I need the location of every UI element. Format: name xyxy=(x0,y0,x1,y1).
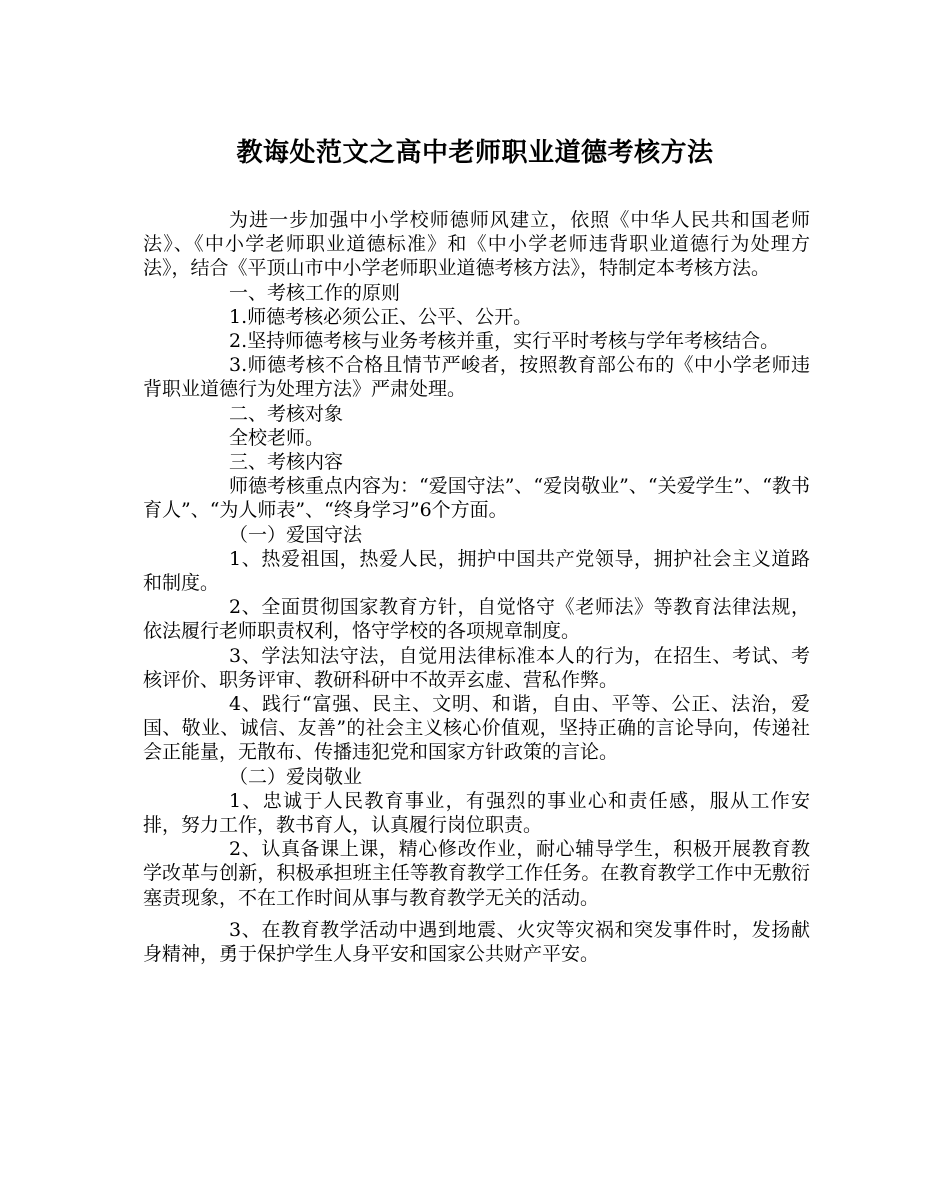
dedication-item: 2、认真备课上课，精心修改作业，耐心辅导学生，积极开展教育教学改革与创新，积极承担班主任等教育教学工作任务。在教育教学工作中无敷衍塞责现象，不在工作时间从事与教育教学无关的活动。 xyxy=(143,838,810,909)
document-title: 教诲处范文之高中老师职业道德考核方法 xyxy=(236,138,714,168)
content-summary: 师德考核重点内容为：“爱国守法”、“爱岗敬业”、“关爱学生”、“教书育人”、“为人师表”、“终身学习”6个方面。 xyxy=(143,475,810,522)
section-heading-principles: 一、考核工作的原则 xyxy=(229,281,401,304)
patriotism-item: 3、学法知法守法，自觉用法律标准本人的行为，在招生、考试、考核评价、职务评审、教研科研中不故弄玄虚、营私作弊。 xyxy=(143,644,810,691)
dedication-item: 1、忠诚于人民教育事业，有强烈的事业心和责任感，服从工作安排，努力工作，教书育人，认真履行岗位职责。 xyxy=(143,789,810,837)
section-heading-content: 三、考核内容 xyxy=(229,451,344,474)
targets-text: 全校老师。 xyxy=(229,426,325,449)
principle-item: 1.师德考核必须公正、公平、公开。 xyxy=(229,305,533,328)
patriotism-item: 2、全面贯彻国家教育方针，自觉恪守《老师法》等教育法律法规，依法履行老师职责权利，恪守学校的各项规章制度。 xyxy=(143,596,810,643)
principle-item: 2.坚持师德考核与业务考核并重，实行平时考核与学年考核结合。 xyxy=(229,330,780,353)
intro-paragraph: 为进一步加强中小学校师德师风建立，依照《中华人民共和国老师法》、《中小学老师职业道德标准》和《中小学老师违背职业道德行为处理方法》，结合《平顶山市中小学老师职业道德考核方法》，特制定本考核方法。 xyxy=(143,209,810,280)
document-body xyxy=(143,208,810,966)
patriotism-item: 1、热爱祖国，热爱人民，拥护中国共产党领导，拥护社会主义道路和制度。 xyxy=(143,547,810,595)
subsection-heading-patriotism: （一）爱国守法 xyxy=(229,523,363,546)
section-heading-targets: 二、考核对象 xyxy=(229,402,344,425)
subsection-heading-dedication: （二）爱岗敬业 xyxy=(229,765,363,788)
dedication-item: 3、在教育教学活动中遇到地震、火灾等灾祸和突发事件时，发扬献身精神，勇于保护学生人身平安和国家公共财产平安。 xyxy=(143,918,810,966)
patriotism-item: 4、践行“富强、民主、文明、和谐，自由、平等、公正、法治，爱国、敬业、诚信、友善”的社会主义核心价值观，坚持正确的言论导向，传递社会正能量，无散布、传播违犯党和国家方针政策的言论。 xyxy=(143,693,810,764)
principle-item: 3.师德考核不合格且情节严峻者，按照教育部公布的《中小学老师违背职业道德行为处理方法》严肃处理。 xyxy=(143,354,810,401)
